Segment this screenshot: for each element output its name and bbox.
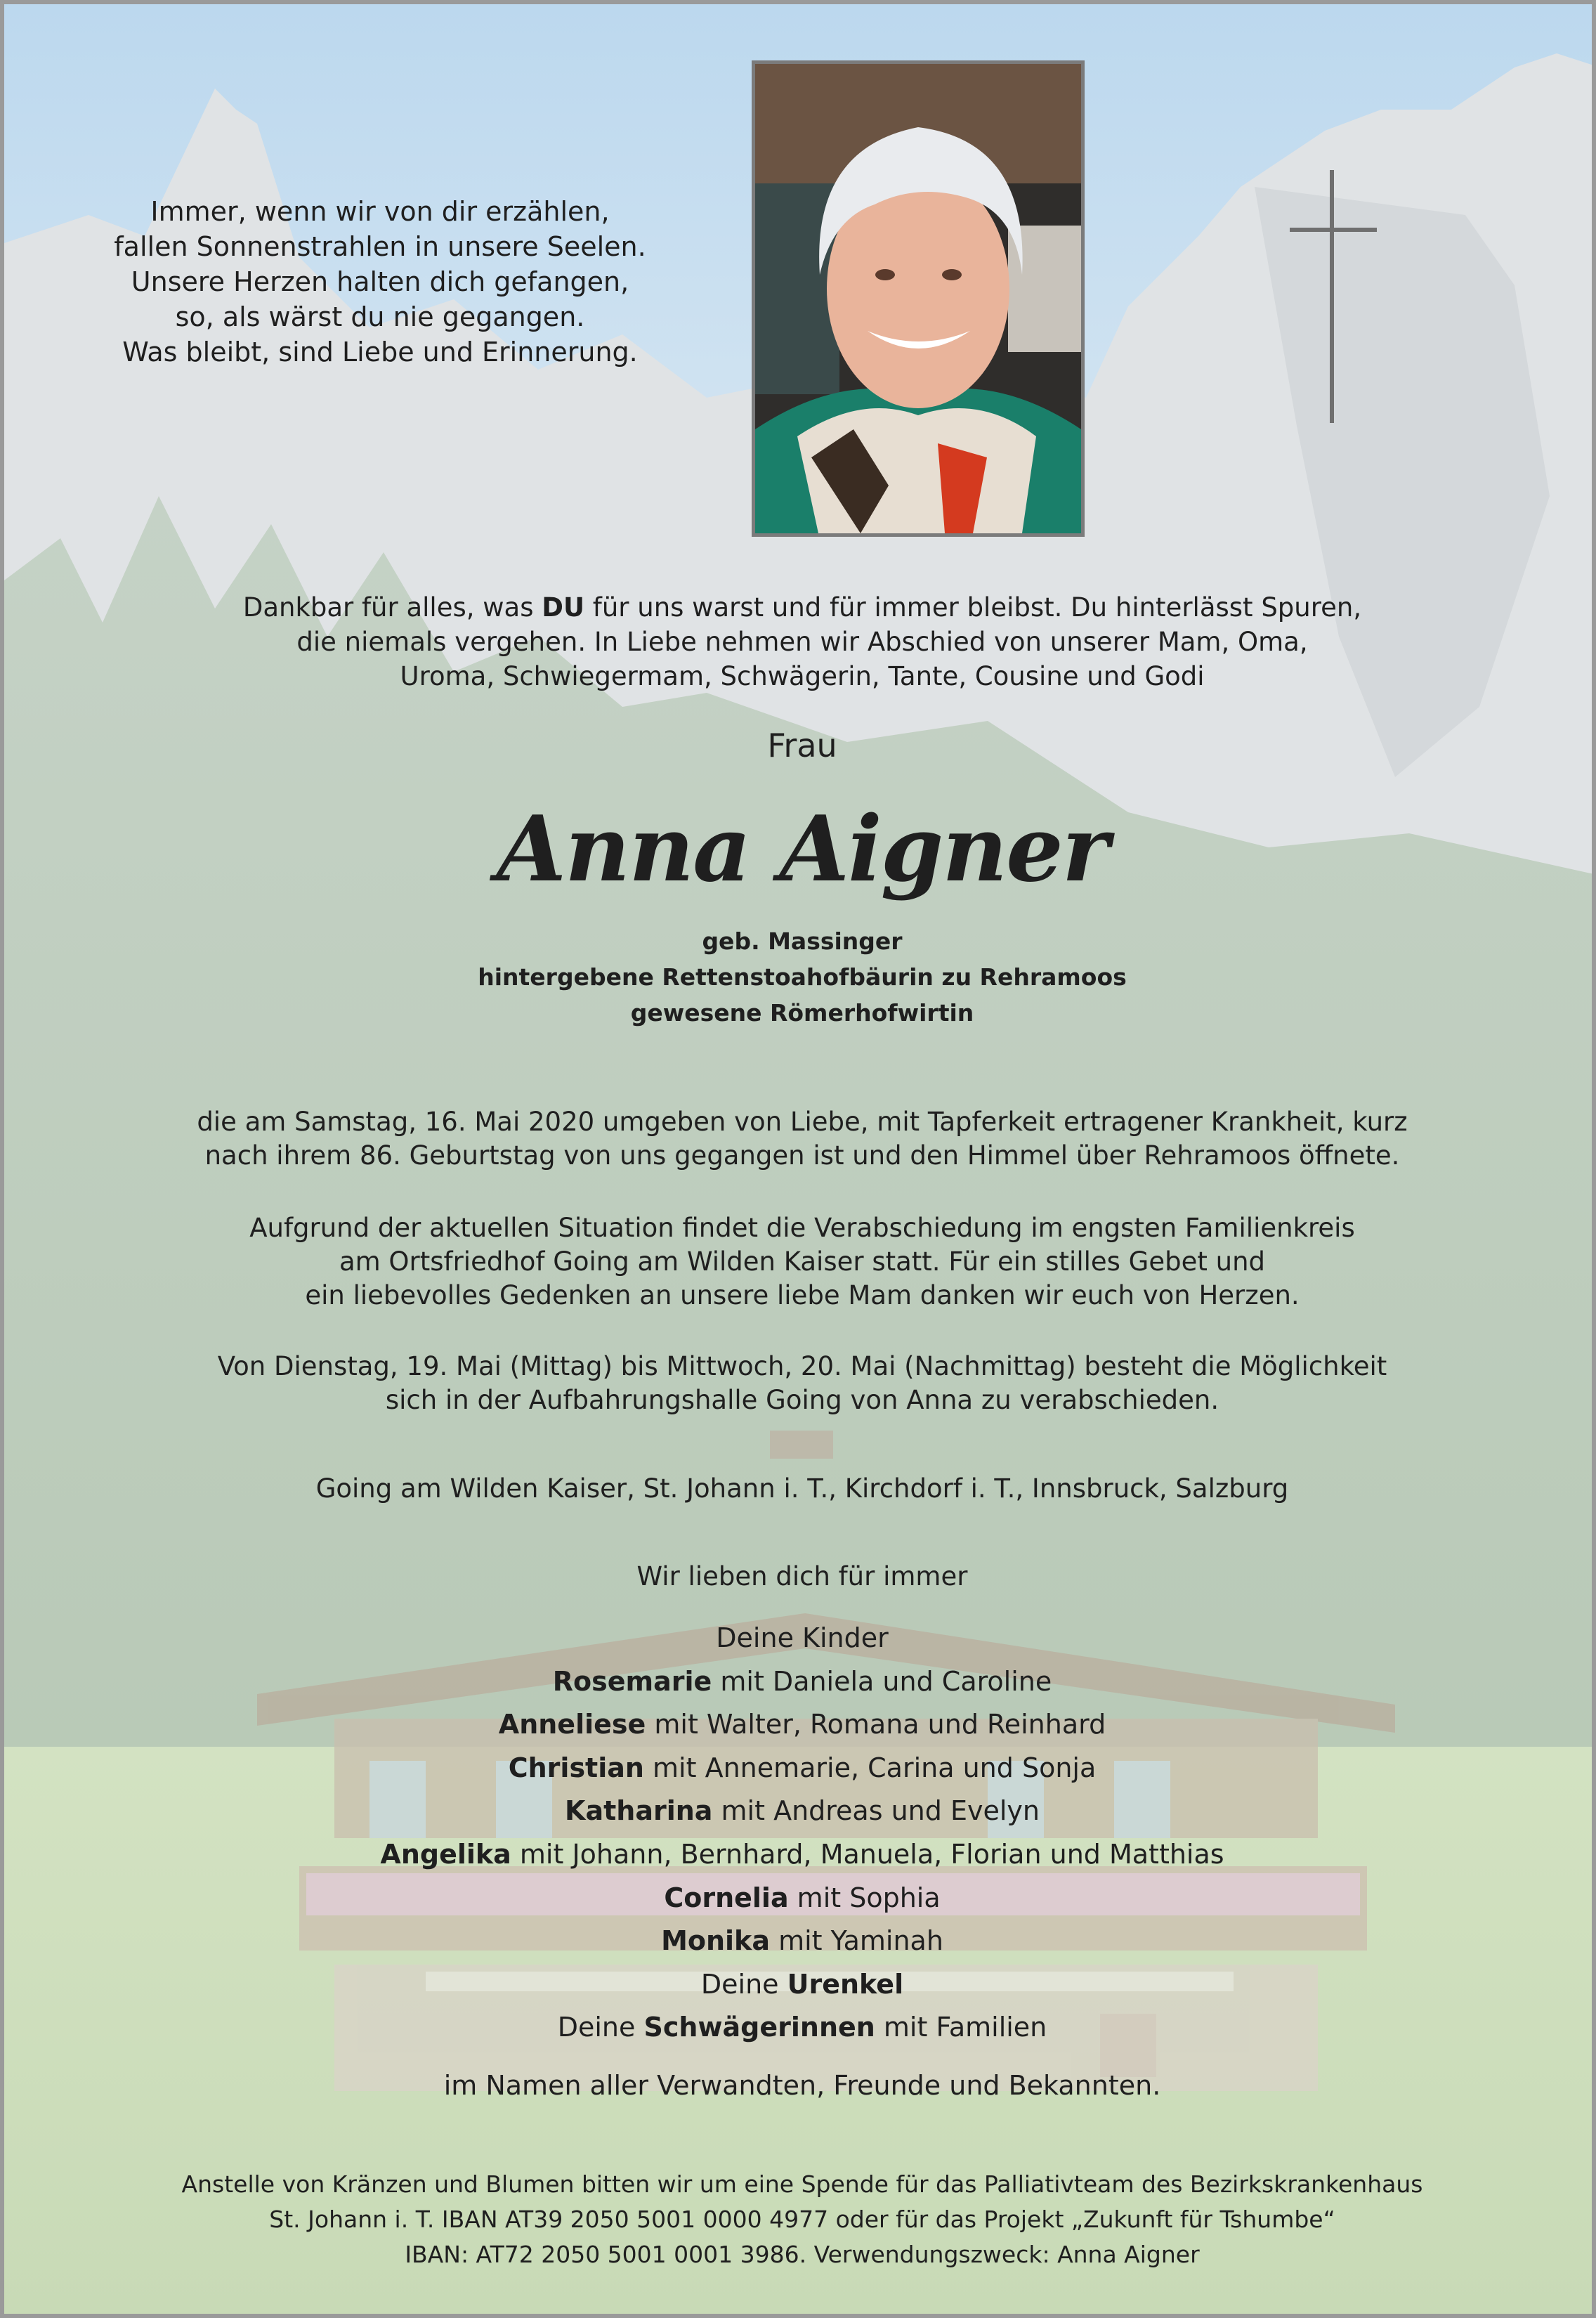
thanks-line-1: Dankbar für alles, was DU für uns warst und für immer bleibst. Du hinterlässt Spuren, [242,592,1362,623]
quote-line: Immer, wenn wir von dir erzählen, [150,196,610,227]
death-notice [4,1105,1596,1173]
family-member: Anneliese mit Walter, Romana und Reinhard [498,1709,1106,1740]
children-heading: Deine Kinder [716,1622,889,1653]
family-member: Monika mit Yaminah [661,1925,943,1957]
funeral-notice [4,1211,1596,1313]
family-member: Christian mit Annemarie, Carina und Sonja [508,1752,1097,1783]
role-line: gewesene Römerhofwirtin [630,999,974,1027]
quote-line: fallen Sonnenstrahlen in unsere Seelen. [114,231,646,262]
memorial-quote [74,194,686,370]
thanks-line-2: die niemals vergehen. In Liebe nehmen wir Abschied von unserer Mam, Oma, [296,627,1308,657]
maiden-name: geb. Massinger [702,927,903,955]
donation-line: Anstelle von Kränzen und Blumen bitten wir um eine Spende für das Palliativteam des Bezirkskrankenhaus [181,2170,1423,2198]
donation-line: IBAN: AT72 2050 5001 0001 3986. Verwendungszweck: Anna Aigner [405,2241,1200,2268]
funeral-line: ein liebevolles Gedenken an unsere liebe Mam danken wir euch von Herzen. [305,1280,1300,1310]
portrait-image [755,64,1081,533]
sisters-in-law: Deine Schwägerinnen mit Familien [557,2012,1047,2043]
deceased-name: Anna Aigner [496,797,1108,902]
quote-line: so, als wärst du nie gegangen. [175,301,585,332]
role-line: hintergebene Rettenstoahofbäurin zu Rehramoos [478,963,1127,991]
family-member: Katharina mit Andreas und Evelyn [565,1795,1040,1827]
viewing-line: Von Dienstag, 19. Mai (Mittag) bis Mittwoch, 20. Mai (Nachmittag) besteht die Möglichkeit [217,1351,1387,1381]
deceased-details [4,923,1596,1031]
family-list [4,1617,1596,2050]
thanks-paragraph [4,590,1596,694]
salutation: Frau [767,727,837,764]
thanks-line-3: Uroma, Schwiegermam, Schwägerin, Tante, Cousine und Godi [400,661,1205,691]
death-line: nach ihrem 86. Geburtstag von uns gegangen ist und den Himmel über Rehramoos öffnete. [204,1140,1400,1171]
family-member: Rosemarie mit Daniela und Caroline [552,1665,1052,1697]
quote-line: Unsere Herzen halten dich gefangen, [131,266,629,297]
funeral-line: am Ortsfriedhof Going am Wilden Kaiser statt. Für ein stilles Gebet und [339,1246,1266,1277]
love-line: Wir lieben dich für immer [636,1561,968,1591]
great-grandchildren: Deine Urenkel [700,1968,904,2000]
family-member: Cornelia mit Sophia [664,1882,941,1913]
funeral-line: Aufgrund der aktuellen Situation findet die Verabschiedung im engsten Familienkreis [249,1213,1355,1243]
quote-line: Was bleibt, sind Liebe und Erinnerung. [122,337,638,367]
closing-line: im Namen aller Verwandten, Freunde und Bekannten. [443,2070,1161,2101]
portrait-photo [752,60,1085,537]
family-member: Angelika mit Johann, Bernhard, Manuela, Florian und Matthias [380,1838,1224,1870]
cross-icon [1290,170,1377,423]
places-line: Going am Wilden Kaiser, St. Johann i. T., Kirchdorf i. T., Innsbruck, Salzburg [315,1473,1289,1504]
death-line: die am Samstag, 16. Mai 2020 umgeben von Liebe, mit Tapferkeit ertragener Krankheit, kurz [197,1107,1408,1137]
donation-line: St. Johann i. T. IBAN AT39 2050 5001 0000 4977 oder für das Projekt „Zukunft für Tshumbe“ [269,2206,1335,2233]
donation-note [4,2167,1596,2272]
viewing-notice [4,1350,1596,1417]
viewing-line: sich in der Aufbahrungshalle Going von Anna zu verabschieden. [385,1385,1219,1415]
